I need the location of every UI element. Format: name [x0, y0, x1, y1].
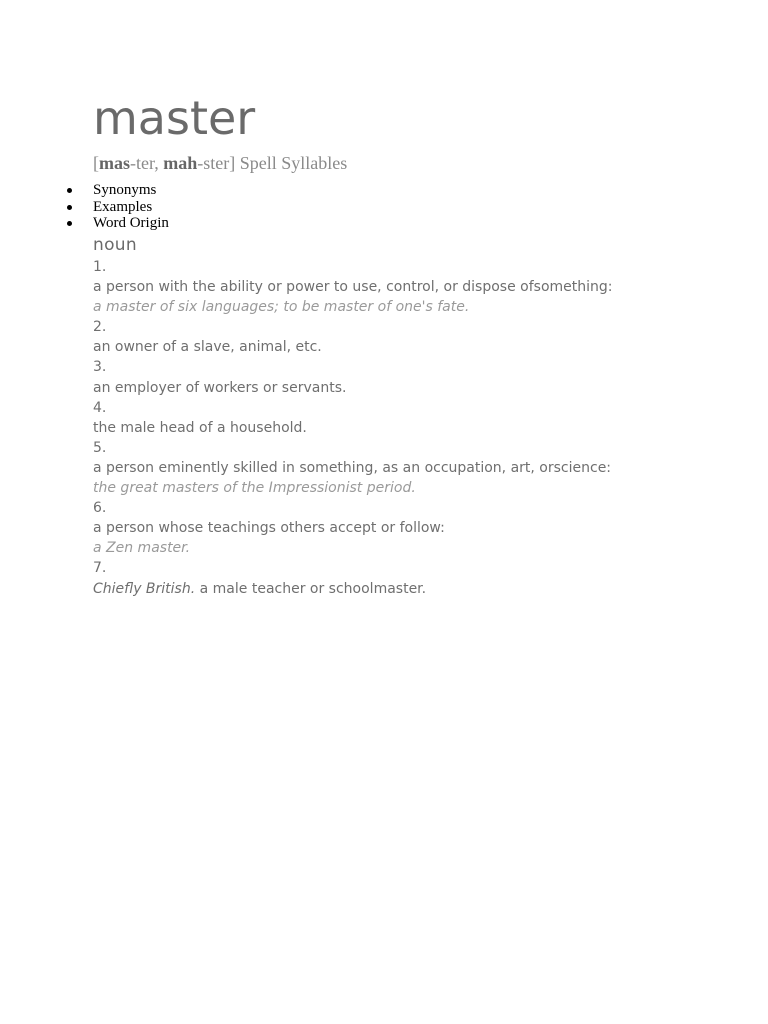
sense-number: 2. — [93, 319, 107, 336]
syllable-rest-1: -ter, — [130, 153, 164, 173]
sense-definition: an employer of workers or servants. — [93, 379, 347, 396]
part-of-speech: noun — [93, 235, 137, 255]
tab-examples[interactable] — [0, 199, 169, 216]
usage-label: Chiefly British. — [93, 580, 196, 597]
tab-label: Word Origin — [93, 215, 169, 231]
sense-definition: a male teacher or schoolmaster. — [195, 580, 427, 597]
sense-definition: a person eminently skilled in something, as an occupation, art, orscience: — [93, 459, 612, 476]
sense-example: a master of six languages; to be master of one's fate. — [93, 299, 470, 316]
bullet-icon — [67, 188, 72, 193]
tab-label: Examples — [93, 198, 153, 215]
tab-word-origin[interactable] — [0, 215, 169, 232]
spell-syllables-link[interactable]: Spell Syllables — [239, 153, 348, 173]
sense-5 — [93, 438, 753, 498]
sense-number: 1. — [93, 259, 107, 275]
sense-number: 3. — [93, 359, 107, 376]
tab-synonyms[interactable] — [0, 182, 169, 199]
sense-3 — [93, 357, 753, 397]
pronunciation — [93, 151, 347, 175]
syllable-stress-1: mas — [99, 153, 130, 173]
sense-number: 6. — [93, 500, 107, 517]
sense-6 — [93, 498, 753, 558]
bullet-icon — [67, 205, 72, 210]
tab-label: Synonyms — [93, 182, 157, 198]
sense-example: a Zen master. — [93, 540, 191, 557]
sense-4 — [93, 398, 753, 438]
entry-tabs — [0, 182, 169, 232]
bullet-icon — [67, 221, 72, 226]
definition-list — [93, 257, 753, 599]
sense-number: 4. — [93, 399, 107, 416]
syllable-stress-2: mah — [163, 153, 198, 173]
sense-definition: the male head of a household. — [93, 419, 307, 436]
sense-7 — [93, 558, 753, 598]
sense-definition: an owner of a slave, animal, etc. — [93, 339, 322, 356]
sense-example: the great masters of the Impressionist period. — [93, 480, 416, 497]
sense-number: 7. — [93, 560, 107, 577]
syllable-rest-2: -ster] — [197, 153, 236, 173]
sense-2 — [93, 317, 753, 357]
sense-1 — [93, 257, 753, 317]
pronunciation-bracket: [ — [93, 153, 99, 173]
headword: master — [93, 91, 256, 145]
sense-definition: a person whose teachings others accept or follow: — [93, 520, 445, 537]
sense-number: 5. — [93, 439, 107, 456]
sense-definition-line — [93, 579, 753, 599]
sense-definition: a person with the ability or power to use, control, or dispose ofsomething: — [93, 279, 613, 296]
